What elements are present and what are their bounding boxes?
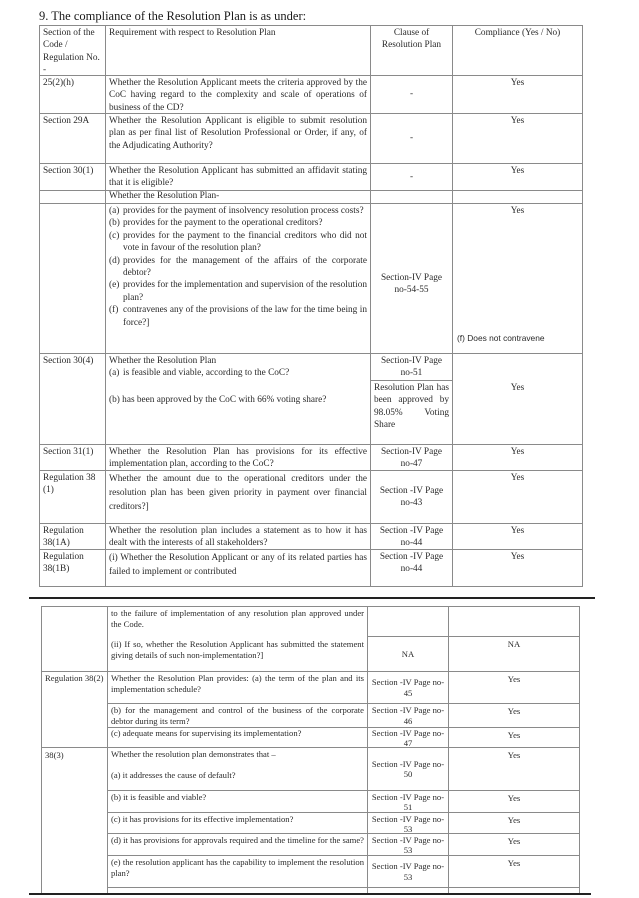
clause-text: - — [409, 89, 414, 100]
item-text: provides for the management of the affairs of the corporate debtor? — [123, 255, 367, 279]
row-compliance: Yes — [448, 790, 580, 813]
section-title: 9. The compliance of the Resolution Plan is as under: — [39, 9, 307, 23]
clause-text: Section -IV Page no-43 — [379, 485, 444, 508]
item-key: (e) — [109, 280, 120, 291]
item-key: (a) — [109, 206, 120, 216]
clause-text: Section -IV Page no-45 — [371, 677, 445, 698]
row-section: Regulation 38(1B) — [39, 549, 106, 587]
item-key: (b) — [109, 218, 120, 229]
row-section: Section 30(4) — [39, 353, 106, 445]
row-clause: Section -IV Page no-47 — [367, 727, 449, 748]
clause-text: NA — [401, 648, 415, 659]
row-clause — [367, 671, 449, 704]
row-compliance — [452, 203, 583, 354]
row-clause: Section -IV Page no-53 — [367, 833, 449, 856]
row-section — [39, 190, 106, 204]
row-compliance: Yes — [452, 549, 583, 587]
row-compliance: Yes — [452, 523, 583, 550]
row-compliance: Yes — [448, 671, 580, 704]
row-compliance: Yes — [448, 855, 580, 888]
row-compliance — [448, 606, 580, 637]
row-clause — [367, 606, 449, 637]
header-compliance: Compliance (Yes / No) — [452, 25, 583, 76]
header-clause: Clause of Resolution Plan — [370, 25, 453, 76]
row-requirement: (c) it has provisions for its effective implementation? — [107, 812, 368, 834]
row-compliance: Yes — [452, 353, 583, 445]
row-clause — [370, 163, 453, 191]
row-clause — [370, 190, 453, 204]
requirement-i: to the failure of implementation of any resolution plan approved under the Code. — [111, 608, 364, 629]
row-compliance: Yes — [452, 444, 583, 471]
list-item — [109, 304, 367, 329]
row-clause-b: Resolution Plan has been approved by 98.05% Voting Share — [370, 380, 453, 445]
item-text: is feasible and viable, according to the CoC? — [123, 368, 290, 379]
row-requirement: Whether the Resolution Plan has provisions for its effective implementation plan, according to the CoC? — [105, 444, 371, 471]
row-requirement: Whether the Resolution Plan provides: (a) the term of the plan and its implementation schedule? — [107, 671, 368, 704]
compliance-note: (f) Does not contravene — [457, 333, 545, 343]
clause-text: Section -IV Page no-50 — [371, 758, 445, 779]
page-divider — [29, 597, 595, 599]
requirement-a: (a) it addresses the cause of default? — [111, 770, 236, 780]
row-compliance: Yes — [448, 812, 580, 834]
list-item — [109, 230, 367, 255]
row-compliance: Yes — [452, 75, 583, 114]
row-clause — [367, 636, 449, 672]
row-requirement: Whether the Resolution Applicant has submitted an affidavit stating that it is eligible? — [105, 163, 371, 191]
compliance-value: Yes — [510, 206, 525, 216]
row-clause: Section -IV Page no-44 — [370, 549, 453, 587]
row-section: Section 30(1) — [39, 163, 106, 191]
row-compliance: Yes — [452, 113, 583, 164]
requirement-b: (b) has been approved by the CoC with 66% voting share? — [109, 394, 327, 405]
row-section — [41, 606, 108, 672]
row-requirement: Whether the amount due to the operational creditors under the resolution plan has been given priority in payment over financial creditors?] — [105, 470, 371, 524]
row-section: Section 29A — [39, 113, 106, 164]
row-clause: Section -IV Page no-53 — [367, 812, 449, 834]
row-compliance: Yes — [448, 727, 580, 748]
row-section: 25(2)(h) — [39, 75, 106, 114]
item-key: (c) — [109, 230, 120, 241]
item-key: (f) — [109, 305, 119, 316]
row-requirement: (d) it has provisions for approvals required and the timeline for the same? — [107, 833, 368, 856]
row-compliance: Yes — [452, 163, 583, 191]
clause-text: Section -IV Page no-53 — [371, 861, 445, 882]
row-clause-a: Section-IV Page no-51 — [370, 353, 453, 381]
row-clause — [370, 470, 453, 524]
row-clause — [370, 113, 453, 164]
row-section: 38(3) — [41, 747, 108, 894]
header-section: Section of the Code / Regulation No. - — [39, 25, 106, 76]
row-requirement — [107, 606, 368, 672]
list-item — [109, 205, 367, 217]
row-requirement: (b) it is feasible and viable? — [107, 790, 368, 813]
list-item — [109, 217, 367, 229]
row-requirement: (e) the resolution applicant has the capability to implement the resolution plan? — [107, 855, 368, 888]
row-section: Regulation 38 (1) — [39, 470, 106, 524]
requirement-ii: (ii) If so, whether the Resolution Applicant has submitted the statement giving details of such non-implementation?] — [111, 639, 364, 660]
row-requirement: (c) adequate means for supervising its implementation? — [107, 727, 368, 748]
item-key: (d) — [109, 255, 120, 266]
item-text: provides for the payment of insolvency resolution process costs? — [123, 206, 364, 216]
row-clause: Section -IV Page no-51 — [367, 790, 449, 813]
row-compliance — [452, 190, 583, 204]
row-compliance: NA — [448, 636, 580, 672]
list-item — [109, 279, 367, 304]
clause-text: - — [409, 171, 414, 182]
row-compliance: Yes — [448, 703, 580, 728]
row-requirement — [105, 353, 371, 445]
header-requirement: Requirement with respect to Resolution Plan — [105, 25, 371, 76]
page-bottom-rule — [29, 893, 591, 895]
row-clause — [367, 747, 449, 791]
item-text: provides for the payment to the financial creditors who did not vote in favour of the resolution plan? — [123, 230, 367, 254]
row-compliance: Yes — [448, 747, 580, 791]
row-clause: Section -IV Page no-46 — [367, 703, 449, 728]
row-clause: Section -IV Page no-44 — [370, 523, 453, 550]
row-requirement: Whether the Resolution Applicant meets the criteria approved by the CoC having regard to the complexity and scale of operations of business of the CD? — [105, 75, 371, 114]
row-clause: Section-IV Page no-54-55 — [370, 203, 453, 354]
requirement-heading: Whether the resolution plan demonstrates that – — [111, 749, 276, 759]
row-clause — [370, 75, 453, 114]
row-requirement: Whether the resolution plan includes a statement as to how it has dealt with the interests of all stakeholders? — [105, 523, 371, 550]
row-requirement: Whether the Resolution Plan- — [105, 190, 371, 204]
row-compliance: Yes — [452, 470, 583, 524]
clause-text: - — [409, 133, 414, 144]
row-requirement-list — [105, 203, 371, 354]
row-clause: Section-IV Page no-47 — [370, 444, 453, 471]
row-compliance: Yes — [448, 833, 580, 856]
row-section — [39, 203, 106, 354]
row-section: Regulation 38(1A) — [39, 523, 106, 550]
item-text: contravenes any of the provisions of the law for the time being in force?] — [123, 305, 367, 328]
row-requirement: (i) Whether the Resolution Applicant or any of its related parties has failed to implement or contributed — [105, 549, 371, 587]
list-item — [109, 367, 367, 379]
row-section: Section 31(1) — [39, 444, 106, 471]
requirement-heading: Whether the Resolution Plan — [109, 356, 217, 366]
row-section: Regulation 38(2) — [41, 671, 108, 748]
row-requirement: (b) for the management and control of the business of the corporate debtor during its term? — [107, 703, 368, 728]
item-key: (a) — [109, 368, 120, 379]
item-text: provides for the payment to the operational creditors? — [123, 218, 323, 229]
row-clause — [367, 855, 449, 888]
list-item — [109, 255, 367, 280]
item-text: provides for the implementation and supervision of the resolution plan? — [123, 280, 367, 303]
row-requirement: Whether the Resolution Applicant is eligible to submit resolution plan as per final list of Resolution Professional or Order, if any, of the Adjudicating Authority? — [105, 113, 371, 164]
row-requirement — [107, 747, 368, 791]
